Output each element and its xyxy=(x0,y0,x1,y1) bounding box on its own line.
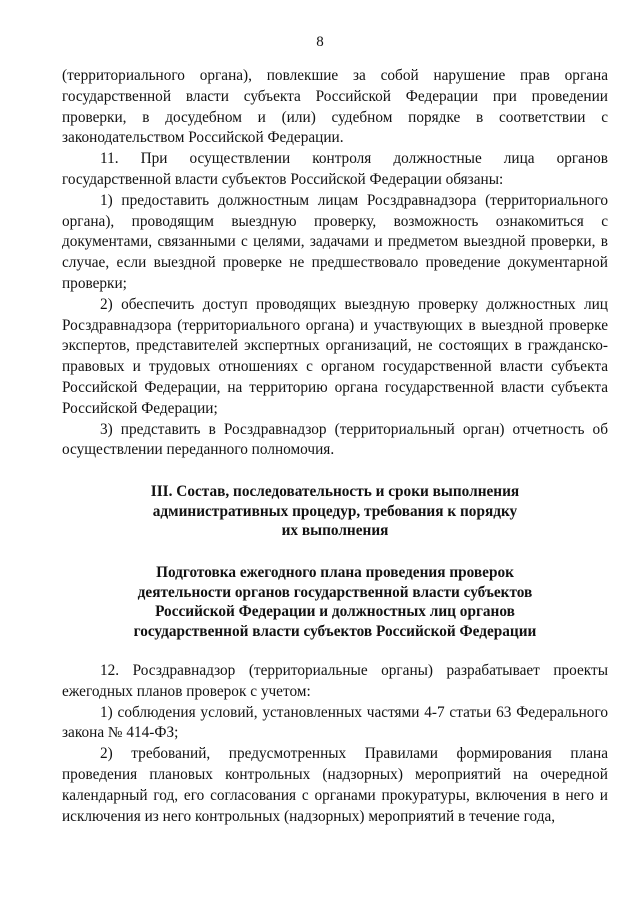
section-heading-line: административных процедур, требования к порядку xyxy=(152,502,518,520)
page-number: 8 xyxy=(316,34,324,50)
subsection-heading-line: Российской Федерации и должностных лиц органов xyxy=(155,603,515,621)
section-heading-line: III. Состав, последовательность и сроки выполнения xyxy=(150,483,520,501)
subsection-heading-line: Подготовка ежегодного плана проведения проверок xyxy=(156,564,514,582)
paragraph-11-sub-1: 1) предоставить должностным лицам Росздравнадзора (территориального органа), проводящим выездную проверку, возможность ознакомиться с документами, связанными с целями, задачами и предметом выездной проверки, в случае, если выездной проверке не предшествовало проведение документарной проверки; xyxy=(62,191,608,292)
document-body xyxy=(62,66,608,827)
paragraph-11-sub-2: 2) обеспечить доступ проводящих выездную проверку должностных лиц Росздравнадзора (территориального органа) и участвующих в выездной проверке экспертов, представителей экспертных организаций, не состоящих в гражданско-правовых и трудовых отношениях с органом государственной власти субъекта Российской Федерации, на территорию органа государственной власти субъекта Российской Федерации; xyxy=(62,295,608,417)
paragraph-12-sub-2: 2) требований, предусмотренных Правилами формирования плана проведения плановых контрольных (надзорных) мероприятий на очередной календарный год, его согласования с органами прокуратуры, включения в него и исключения из него контрольных (надзорных) мероприятий в течение года, xyxy=(62,745,608,825)
paragraph-item-12: 12. Росздравнадзор (территориальные органы) разрабатывает проекты ежегодных планов проверок с учетом: xyxy=(62,661,608,700)
paragraph-12-sub-1: 1) соблюдения условий, установленных частями 4-7 статьи 63 Федерального закона № 414-ФЗ; xyxy=(62,703,608,742)
section-heading-line: их выполнения xyxy=(281,521,389,539)
subsection-heading-line: деятельности органов государственной власти субъектов xyxy=(137,583,533,601)
subsection-heading xyxy=(62,563,608,641)
subsection-heading-line: государственной власти субъектов Российской Федерации xyxy=(133,622,537,640)
paragraph-11-sub-3: 3) представить в Росздравнадзор (территориальный орган) отчетность об осуществлении переданного полномочия. xyxy=(62,420,608,459)
section-heading xyxy=(62,482,608,540)
paragraph-continuation: (территориального органа), повлекшие за собой нарушение прав органа государственной власти субъекта Российской Федерации при проведении проверки, в досудебном и (или) судебном порядке в соответствии с законодательством Российской Федерации. xyxy=(62,67,608,147)
paragraph-item-11: 11. При осуществлении контроля должностные лица органов государственной власти субъектов Российской Федерации обязаны: xyxy=(62,150,608,188)
